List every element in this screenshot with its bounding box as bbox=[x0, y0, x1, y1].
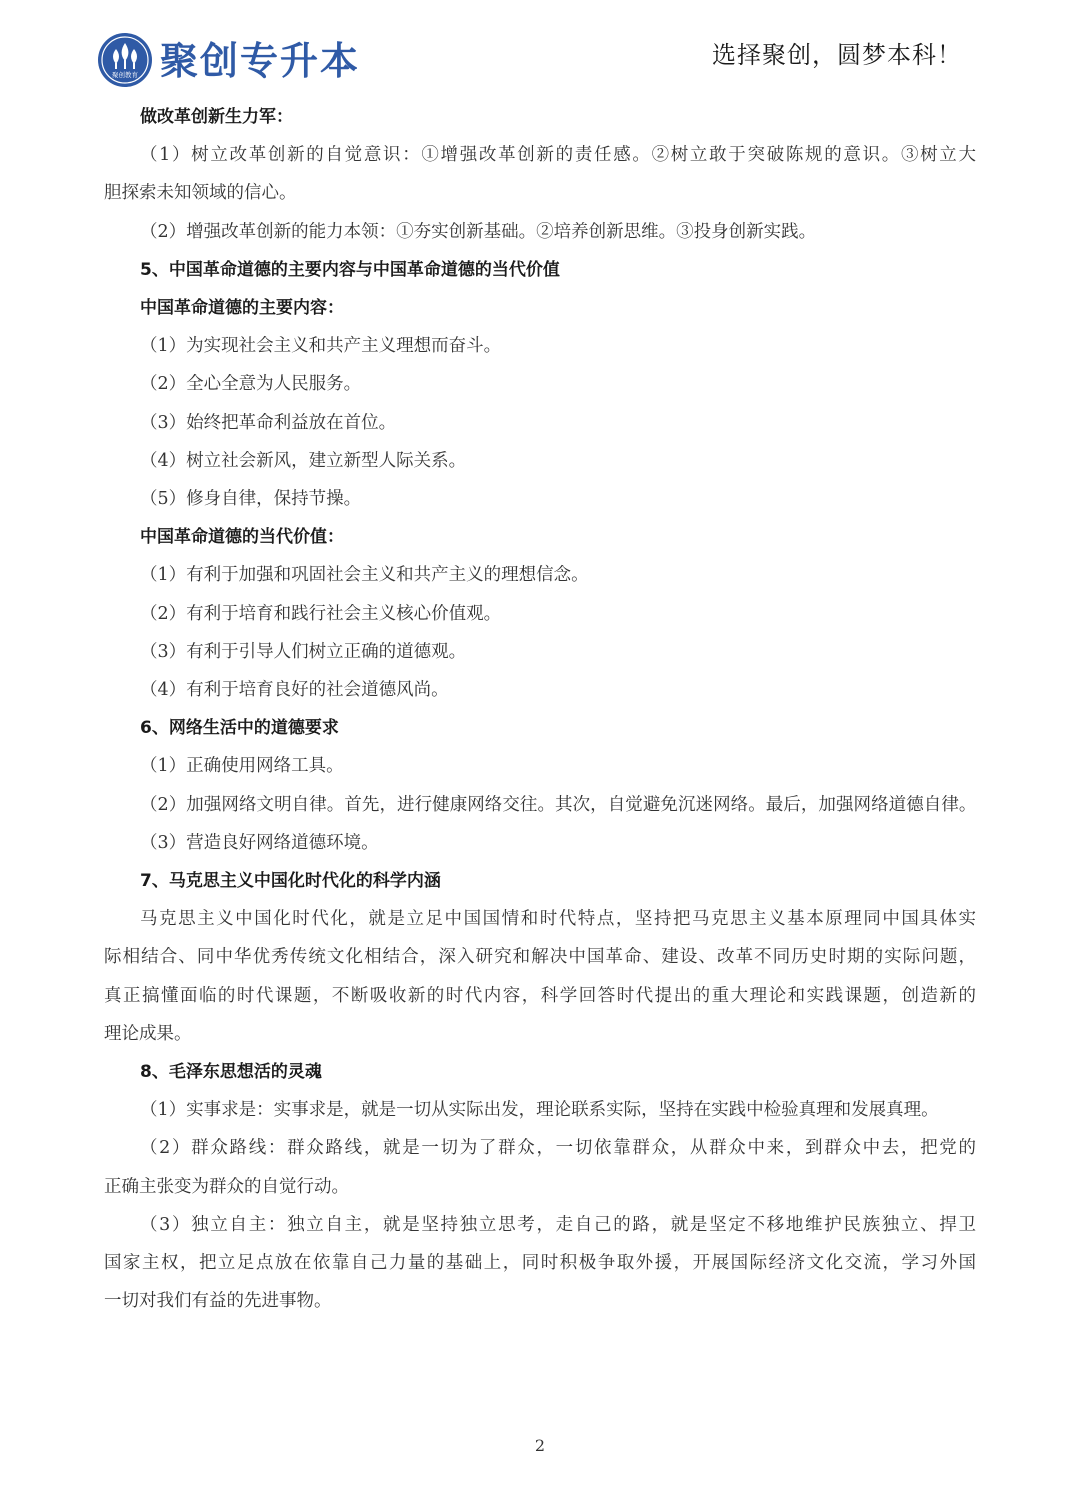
brand-name: 聚创专升本 bbox=[160, 39, 361, 83]
list-item: （3）营造良好网络道德环境。 bbox=[140, 832, 379, 853]
paragraph-line: （2）群众路线：群众路线，就是一切为了群众，一切依靠群众，从群众中来，到群众中去，把党的 bbox=[140, 1138, 976, 1159]
paragraph-line: 理论成果。 bbox=[104, 1023, 192, 1044]
subheading-contemporary-value: 中国革命道德的当代价值： bbox=[140, 527, 344, 548]
list-item: （4）树立社会新风，建立新型人际关系。 bbox=[140, 450, 467, 471]
juchuang-tree-logo-icon bbox=[97, 32, 153, 88]
list-item: （3）有利于引导人们树立正确的道德观。 bbox=[140, 641, 467, 662]
section-heading-6: 6、网络生活中的道德要求 bbox=[140, 718, 339, 739]
page-header bbox=[0, 0, 1080, 100]
paragraph-line: （1）实事求是：实事求是，就是一切从实际出发，理论联系实际，坚持在实践中检验真理和发展真理。 bbox=[140, 1100, 939, 1121]
section-heading-8: 8、毛泽东思想活的灵魂 bbox=[140, 1062, 322, 1083]
subheading-main-content: 中国革命道德的主要内容： bbox=[140, 298, 344, 319]
paragraph-line: （2）增强改革创新的能力本领：①夯实创新基础。②培养创新思维。③投身创新实践。 bbox=[140, 221, 817, 242]
paragraph-line: 一切对我们有益的先进事物。 bbox=[104, 1291, 332, 1312]
paragraph-line: 马克思主义中国化时代化，就是立足中国国情和时代特点，坚持把马克思主义基本原理同中国具体实 bbox=[140, 909, 976, 930]
paragraph-line: （3）独立自主：独立自主，就是坚持独立思考，走自己的路，就是坚定不移地维护民族独立、捍卫 bbox=[140, 1214, 976, 1235]
list-item: （1）正确使用网络工具。 bbox=[140, 756, 344, 777]
paragraph-line: 国家主权，把立足点放在依靠自己力量的基础上，同时积极争取外援，开展国际经济文化交流，学习外国 bbox=[104, 1253, 976, 1274]
document-body bbox=[104, 98, 976, 1321]
list-item: （5）修身自律，保持节操。 bbox=[140, 489, 362, 510]
page-number: 2 bbox=[534, 1436, 546, 1455]
paragraph-line: 胆探索未知领域的信心。 bbox=[104, 183, 297, 204]
header-slogan: 选择聚创，圆梦本科！ bbox=[712, 41, 962, 69]
paragraph-line: 正确主张变为群众的自觉行动。 bbox=[104, 1176, 349, 1197]
logo-text: 聚创教育 bbox=[112, 71, 138, 79]
section-heading-7: 7、马克思主义中国化时代化的科学内涵 bbox=[140, 871, 441, 892]
list-item: （2）有利于培育和践行社会主义核心价值观。 bbox=[140, 603, 502, 624]
paragraph-line: （1）树立改革创新的自觉意识：①增强改革创新的责任感。②树立敢于突破陈规的意识。③树立大 bbox=[140, 145, 976, 166]
paragraph-line: 真正搞懂面临的时代课题，不断吸收新的时代内容，科学回答时代提出的重大理论和实践课题，创造新的 bbox=[104, 985, 976, 1006]
list-item: （2）全心全意为人民服务。 bbox=[140, 374, 362, 395]
list-item: （1）有利于加强和巩固社会主义和共产主义的理想信念。 bbox=[140, 565, 589, 586]
list-item: （2）加强网络文明自律。首先，进行健康网络交往。其次，自觉避免沉迷网络。最后，加强网络道德自律。 bbox=[140, 794, 976, 815]
list-item: （3）始终把革命利益放在首位。 bbox=[140, 412, 397, 433]
subheading-reform-innovation: 做改革创新生力军： bbox=[140, 107, 293, 127]
paragraph-line: 际相结合、同中华优秀传统文化相结合，深入研究和解决中国革命、建设、改革不同历史时期的实际问题， bbox=[104, 947, 976, 968]
list-item: （4）有利于培育良好的社会道德风尚。 bbox=[140, 680, 449, 701]
section-heading-5: 5、中国革命道德的主要内容与中国革命道德的当代价值 bbox=[140, 259, 560, 280]
list-item: （1）为实现社会主义和共产主义理想而奋斗。 bbox=[140, 336, 502, 357]
